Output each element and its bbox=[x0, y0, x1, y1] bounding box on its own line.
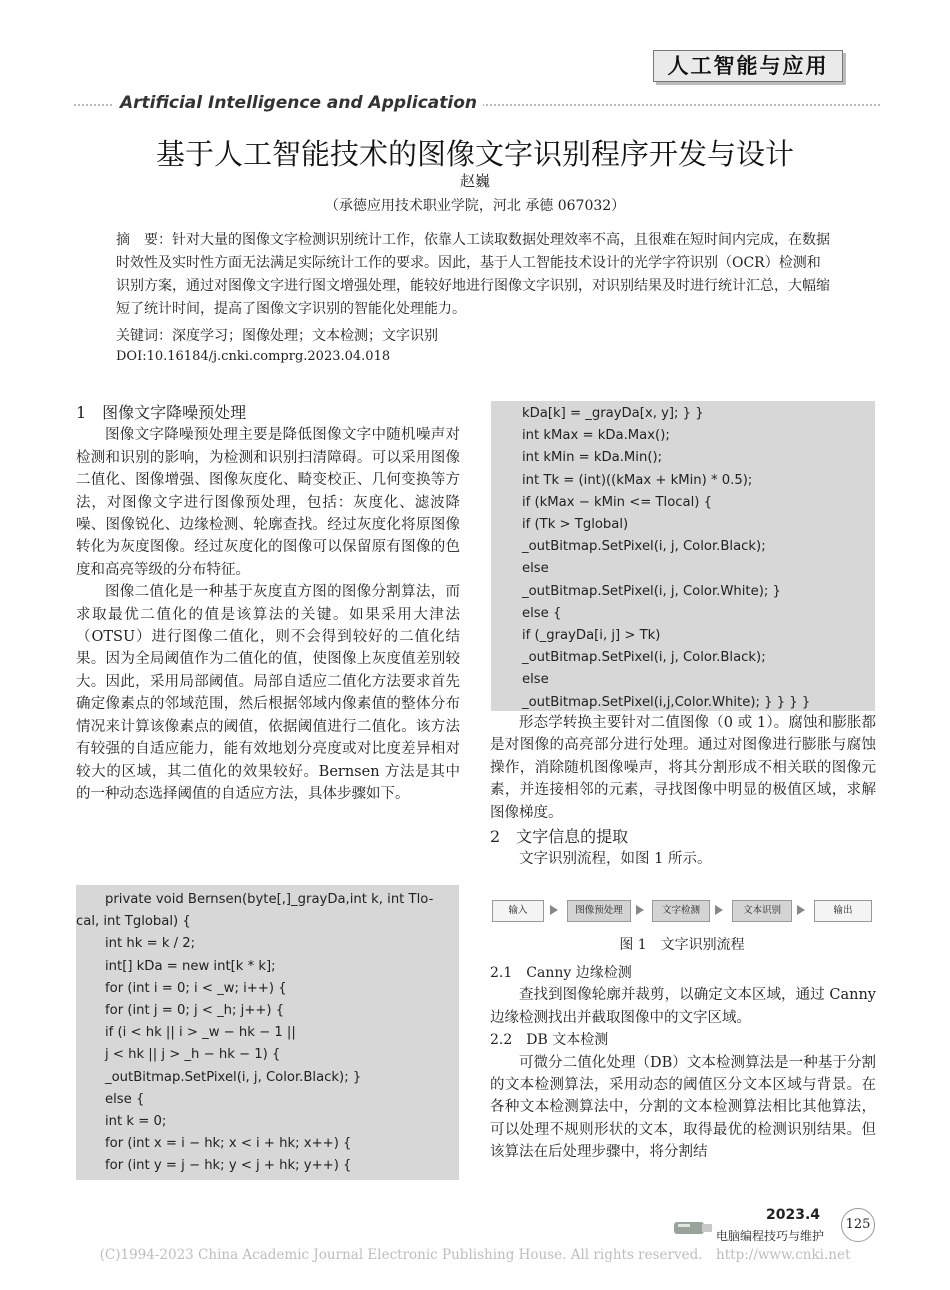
heading-section-2-1: 2.1 Canny 边缘检测 bbox=[490, 965, 632, 981]
code-line: int[] kDa = new int[k * k]; bbox=[105, 958, 276, 974]
code-line: else bbox=[522, 672, 549, 688]
code-line: if (kMax − kMin <= Tlocal) { bbox=[522, 494, 713, 510]
keywords-text: 深度学习；图像处理；文本检测；文字识别 bbox=[172, 328, 438, 344]
abstract bbox=[116, 229, 834, 321]
code-block-left bbox=[76, 885, 459, 1180]
issue-date: 2023.4 bbox=[766, 1207, 821, 1223]
code-line: for (int i = 0; i < _w; i++) { bbox=[105, 980, 287, 996]
code-line: int Tk = (int)((kMax + kMin) * 0.5); bbox=[522, 472, 753, 488]
code-line: _outBitmap.SetPixel(i,j,Color.White); } } } } bbox=[522, 694, 811, 710]
section-english-title: Artificial Intelligence and Application bbox=[114, 93, 483, 113]
cnki-watermark: (C)1994-2023 China Academic Journal Electronic Publishing House. All rights reserved. http://www.cnki.net bbox=[99, 1247, 851, 1263]
flow-arrow-icon bbox=[797, 905, 805, 915]
abstract-label: 摘 要： bbox=[116, 232, 172, 248]
code-line: int hk = k / 2; bbox=[105, 936, 196, 952]
paragraph-denoise: 图像文字降噪预处理主要是降低图像文字中随机噪声对检测和识别的影响，为检测和识别扫清障碍。可以采用图像二值化、图像增强、图像灰度化、畸变校正、几何变换等方法，对图像文字进行图像预处理，包括：灰度化、滤波降噪、图像锐化、边缘检测、轮廓查找。经过灰度化将原图像转化为灰度图像。经过灰度化的图像可以保留原有图像的色度和高亮等级的分布特征。 bbox=[76, 427, 460, 578]
section-badge: 人工智能与应用 bbox=[653, 50, 843, 82]
code-line: int kMax = kDa.Max(); bbox=[522, 428, 670, 444]
code-block-right bbox=[491, 401, 875, 711]
code-line: cal, int Tglobal) { bbox=[76, 914, 191, 930]
article-title: 基于人工智能技术的图像文字识别程序开发与设计 bbox=[155, 137, 794, 171]
flow-step-recognize: 文本识别 bbox=[732, 900, 792, 922]
paragraph-morphology: 形态学转换主要针对二值图像（0 或 1）。腐蚀和膨胀都是对图像的高亮部分进行处理。通过对图像进行膨胀与腐蚀操作，消除随机图像噪声，将其分割形成不相关联的图像元素，并连接相邻的元素，寻找图像中明显的极值区域，求解图像梯度。 bbox=[490, 715, 876, 821]
heading-section-1: 1 图像文字降噪预处理 bbox=[76, 403, 247, 422]
paragraph-binarization: 图像二值化是一种基于灰度直方图的图像分割算法，而求取最优二值化的值是该算法的关键。如果采用大津法（OTSU）进行图像二值化，则不会得到较好的二值化结果。因为全局阈值作为二值化的值，使图像上灰度值差别较大。因此，采用局部阈值。局部自适应二值化方法要求首先确定像素点的邻域范围，然后根据邻域内像素值的整体分布情况来计算该像素点的阈值，依据阈值进行二值化。该方法有较强的自适应能力，能有效地划分亮度或对比度差异相对较大的区域，其二值化的效果较好。Bernsen 方法是其中的一种动态选择阈值的自适应方法，具体步骤如下。 bbox=[76, 584, 460, 802]
paragraph-flow-intro: 文字识别流程，如图 1 所示。 bbox=[519, 851, 712, 868]
code-line: else { bbox=[105, 1091, 145, 1107]
code-line: _outBitmap.SetPixel(i, j, Color.Black); bbox=[522, 650, 766, 666]
code-line: if (i < hk || i > _w − hk − 1 || bbox=[105, 1025, 296, 1041]
code-line: _outBitmap.SetPixel(i, j, Color.White); } bbox=[522, 583, 781, 599]
right-column-text-1 bbox=[490, 712, 876, 871]
keywords bbox=[116, 325, 834, 345]
code-line: _outBitmap.SetPixel(i, j, Color.Black); } bbox=[105, 1069, 362, 1085]
figure-caption: 图 1 文字识别流程 bbox=[619, 937, 745, 953]
flow-step-output: 输出 bbox=[814, 900, 872, 922]
article-affiliation: （承德应用技术职业学院，河北 承德 067032） bbox=[324, 198, 626, 214]
code-line: if (Tk > Tglobal) bbox=[522, 517, 629, 533]
flow-arrow-icon bbox=[636, 905, 644, 915]
code-line: int kMin = kDa.Min(); bbox=[522, 450, 663, 466]
usb-drive-icon bbox=[672, 1214, 716, 1240]
code-line: int k = 0; bbox=[105, 1114, 167, 1130]
code-line: else bbox=[522, 561, 549, 577]
left-column bbox=[76, 402, 460, 805]
heading-section-2-2: 2.2 DB 文本检测 bbox=[490, 1032, 609, 1049]
code-line: for (int y = j − hk; y < j + hk; y++) { bbox=[105, 1158, 352, 1174]
code-line: else { bbox=[522, 605, 562, 621]
code-line: _outBitmap.SetPixel(i, j, Color.Black); bbox=[522, 539, 766, 555]
code-line: if (_grayDa[i, j] > Tk) bbox=[522, 628, 661, 644]
magazine-name: 电脑编程技巧与维护 bbox=[716, 1229, 825, 1243]
right-column-text-2 bbox=[490, 962, 876, 1164]
doi: DOI:10.16184/j.cnki.comprg.2023.04.018 bbox=[116, 349, 391, 364]
code-line: private void Bernsen(byte[,]_grayDa,int k, int Tlo- bbox=[105, 892, 434, 907]
code-line: for (int x = i − hk; x < i + hk; x++) { bbox=[105, 1136, 352, 1152]
heading-section-2: 2 文字信息的提取 bbox=[490, 827, 629, 847]
flow-step-detect: 文字检测 bbox=[652, 900, 710, 922]
abstract-text: 针对大量的图像文字检测识别统计工作，依靠人工读取数据处理效率不高，且很难在短时间内完成，在数据时效性及实时性方面无法满足实际统计工作的要求。因此，基于人工智能技术设计的光学字符识别（OCR）检测和识别方案，通过对图像文字进行图文增强处理，能较好地进行图像文字识别，对识别结果及时进行统计汇总，大幅缩短了统计时间，提高了图像文字识别的智能化处理能力。 bbox=[116, 232, 830, 317]
keywords-label: 关键词： bbox=[116, 328, 172, 344]
paragraph-db: 可微分二值化处理（DB）文本检测算法是一种基于分割的文本检测算法，采用动态的阈值区分文本区域与背景。在各种文本检测算法中，分割的文本检测算法相比其他算法，可以处理不规则形状的文本，取得最优的检测识别结果。但该算法在后处理步骤中，将分割结 bbox=[490, 1054, 876, 1161]
flow-step-preprocess: 图像预处理 bbox=[567, 900, 631, 922]
figure-recognition-flow bbox=[492, 897, 872, 925]
paragraph-canny: 查找到图像轮廓并裁剪，以确定文本区域，通过 Canny 边缘检测找出并截取图像中的文字区域。 bbox=[490, 987, 876, 1026]
flow-arrow-icon bbox=[715, 905, 723, 915]
code-line: for (int j = 0; j < _h; j++) { bbox=[105, 1003, 285, 1019]
flow-step-input: 输入 bbox=[492, 900, 544, 922]
code-line: kDa[k] = _grayDa[x, y]; } } bbox=[522, 406, 704, 421]
article-author: 赵巍 bbox=[459, 172, 490, 190]
code-line: j < hk || j > _h − hk − 1) { bbox=[105, 1047, 281, 1063]
page-number: 125 bbox=[841, 1208, 875, 1242]
flow-arrow-icon bbox=[550, 905, 558, 915]
